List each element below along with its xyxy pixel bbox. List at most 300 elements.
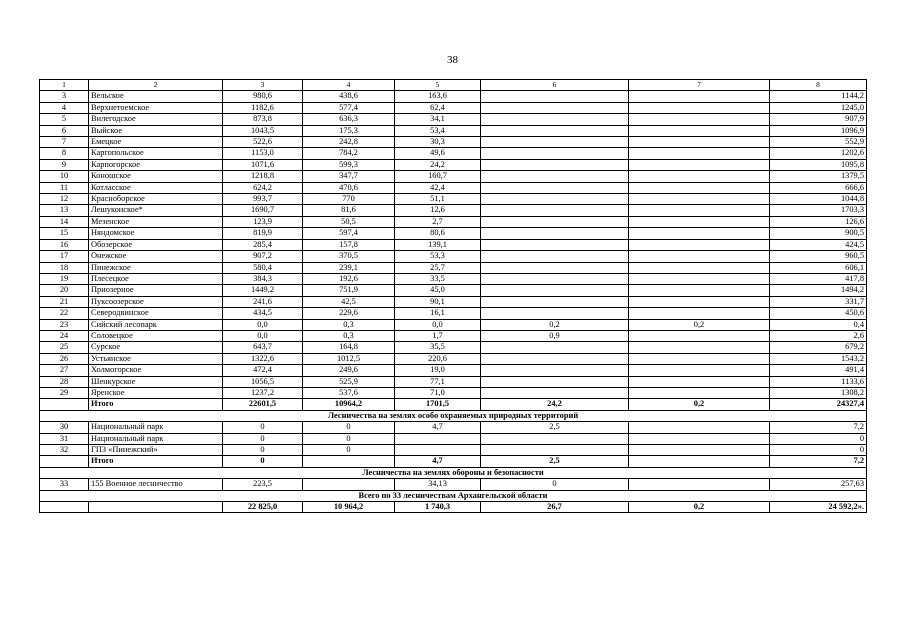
value-cell: 1322,6 [223, 353, 303, 364]
value-cell: 384,3 [223, 273, 303, 284]
value-cell [629, 262, 770, 273]
table-row [40, 159, 867, 170]
forestry-name: Национальный парк [89, 422, 223, 433]
forestry-name: Плесецкое [89, 273, 223, 284]
forestry-name: Приозерное [89, 285, 223, 296]
column-header: 3 [223, 80, 303, 91]
value-cell [481, 102, 629, 113]
row-number: 21 [40, 296, 89, 307]
value-cell [303, 479, 395, 490]
value-cell: 24,2 [395, 159, 481, 170]
value-cell: 0,4 [770, 319, 867, 330]
row-number: 6 [40, 125, 89, 136]
row-number: 12 [40, 194, 89, 205]
value-cell: 993,7 [223, 194, 303, 205]
table-row [40, 387, 867, 398]
row-number: 20 [40, 285, 89, 296]
value-cell: 25,7 [395, 262, 481, 273]
forestry-name: Пинежское [89, 262, 223, 273]
value-cell [395, 433, 481, 444]
value-cell [481, 171, 629, 182]
value-cell: 80,6 [395, 228, 481, 239]
value-cell: 160,7 [395, 171, 481, 182]
value-cell: 537,6 [303, 387, 395, 398]
value-cell [481, 262, 629, 273]
total-value: 24,2 [481, 399, 629, 410]
value-cell: 42,4 [395, 182, 481, 193]
row-number: 8 [40, 148, 89, 159]
value-cell: 239,1 [303, 262, 395, 273]
value-cell: 1182,6 [223, 102, 303, 113]
value-cell: 12,6 [395, 205, 481, 216]
table-row [40, 251, 867, 262]
header-row [40, 80, 867, 91]
value-cell: 1703,3 [770, 205, 867, 216]
total-value: 10964,2 [303, 399, 395, 410]
value-cell: 0 [770, 445, 867, 456]
row-number: 17 [40, 251, 89, 262]
value-cell: 81,6 [303, 205, 395, 216]
value-cell [629, 251, 770, 262]
forestry-name: Красноборское [89, 194, 223, 205]
forestry-name: ГПЗ «Пинежский» [89, 445, 223, 456]
value-cell [481, 228, 629, 239]
value-cell: 1012,5 [303, 353, 395, 364]
value-cell: 0 [303, 433, 395, 444]
value-cell [481, 296, 629, 307]
table-row [40, 91, 867, 102]
forestry-name: Шенкурское [89, 376, 223, 387]
forestry-name: Мезенское [89, 216, 223, 227]
table-row [40, 376, 867, 387]
value-cell: 163,6 [395, 91, 481, 102]
total-value: 4,7 [395, 456, 481, 467]
row-number: 30 [40, 422, 89, 433]
value-cell [481, 159, 629, 170]
total-value: 22601,5 [223, 399, 303, 410]
value-cell: 51,1 [395, 194, 481, 205]
value-cell: 636,3 [303, 114, 395, 125]
value-cell: 192,6 [303, 273, 395, 284]
forestry-name: 155 Военное лесничество [89, 479, 223, 490]
value-cell [629, 296, 770, 307]
table-row [40, 445, 867, 456]
column-header: 6 [481, 80, 629, 91]
forestry-name: Сурское [89, 342, 223, 353]
total-value: 1 740,3 [395, 502, 481, 513]
column-header: 5 [395, 80, 481, 91]
value-cell: 960,5 [770, 251, 867, 262]
total-label: Итого [89, 456, 223, 467]
value-cell: 980,6 [223, 91, 303, 102]
value-cell [629, 479, 770, 490]
value-cell [629, 422, 770, 433]
value-cell [629, 102, 770, 113]
section-grand-total [40, 490, 867, 501]
total-value: 7,2 [770, 456, 867, 467]
table-row [40, 433, 867, 444]
value-cell: 0,3 [303, 330, 395, 341]
value-cell [481, 387, 629, 398]
row-number: 10 [40, 171, 89, 182]
row-number: 23 [40, 319, 89, 330]
forestry-name: Вилегодское [89, 114, 223, 125]
total-label [89, 502, 223, 513]
value-cell [629, 273, 770, 284]
section-defense [40, 467, 867, 478]
value-cell [481, 125, 629, 136]
value-cell: 241,6 [223, 296, 303, 307]
total-value [303, 456, 395, 467]
total-value: 10 964,2 [303, 502, 395, 513]
value-cell [481, 376, 629, 387]
value-cell [629, 342, 770, 353]
value-cell: 624,2 [223, 182, 303, 193]
table-row [40, 194, 867, 205]
row-number: 11 [40, 182, 89, 193]
forestry-name: Устьянское [89, 353, 223, 364]
table-row [40, 148, 867, 159]
value-cell [481, 445, 629, 456]
value-cell: 331,7 [770, 296, 867, 307]
value-cell: 597,4 [303, 228, 395, 239]
value-cell [481, 251, 629, 262]
value-cell [481, 137, 629, 148]
value-cell: 139,1 [395, 239, 481, 250]
value-cell: 1245,0 [770, 102, 867, 113]
forestry-name: Верхнетоемское [89, 102, 223, 113]
value-cell: 370,5 [303, 251, 395, 262]
forestry-name: Обозерское [89, 239, 223, 250]
value-cell [629, 433, 770, 444]
value-cell: 525,9 [303, 376, 395, 387]
value-cell [629, 387, 770, 398]
value-cell [481, 239, 629, 250]
row-number: 16 [40, 239, 89, 250]
value-cell: 164,8 [303, 342, 395, 353]
value-cell: 552,9 [770, 137, 867, 148]
value-cell [629, 445, 770, 456]
value-cell: 0,0 [395, 319, 481, 330]
row-number: 7 [40, 137, 89, 148]
table-row [40, 285, 867, 296]
column-header: 4 [303, 80, 395, 91]
row-number: 28 [40, 376, 89, 387]
table-row [40, 308, 867, 319]
row-number: 31 [40, 433, 89, 444]
value-cell: 71,0 [395, 387, 481, 398]
total-value: 24327,4 [770, 399, 867, 410]
value-cell [629, 330, 770, 341]
value-cell: 157,8 [303, 239, 395, 250]
table-row [40, 273, 867, 284]
forestry-name: Выйское [89, 125, 223, 136]
table-row [40, 365, 867, 376]
value-cell [629, 91, 770, 102]
table-row [40, 102, 867, 113]
value-cell: 1056,5 [223, 376, 303, 387]
forestry-name: Вельское [89, 91, 223, 102]
total-label: Итого [89, 399, 223, 410]
value-cell: 30,3 [395, 137, 481, 148]
value-cell: 1153,0 [223, 148, 303, 159]
table-row [40, 319, 867, 330]
value-cell: 0,0 [223, 319, 303, 330]
value-cell: 907,2 [223, 251, 303, 262]
value-cell [481, 342, 629, 353]
value-cell: 580,4 [223, 262, 303, 273]
value-cell [629, 353, 770, 364]
value-cell [629, 285, 770, 296]
value-cell: 0,2 [629, 319, 770, 330]
value-cell: 606,1 [770, 262, 867, 273]
value-cell: 0 [223, 433, 303, 444]
row-number: 32 [40, 445, 89, 456]
table-row [40, 479, 867, 490]
table-row [40, 205, 867, 216]
value-cell: 1144,2 [770, 91, 867, 102]
section-protected [40, 410, 867, 421]
table-row [40, 330, 867, 341]
empty-cell [40, 502, 89, 513]
value-cell: 1071,6 [223, 159, 303, 170]
value-cell: 223,5 [223, 479, 303, 490]
value-cell [481, 194, 629, 205]
page-number: 38 [447, 54, 458, 66]
value-cell [481, 182, 629, 193]
value-cell: 62,4 [395, 102, 481, 113]
value-cell: 34,13 [395, 479, 481, 490]
forestry-name: Онежское [89, 251, 223, 262]
value-cell: 470,6 [303, 182, 395, 193]
row-number: 19 [40, 273, 89, 284]
value-cell: 77,1 [395, 376, 481, 387]
value-cell: 1218,8 [223, 171, 303, 182]
table-body [40, 80, 867, 513]
total-value: 22 825,0 [223, 502, 303, 513]
value-cell: 751,9 [303, 285, 395, 296]
table-row [40, 228, 867, 239]
value-cell: 0 [303, 422, 395, 433]
column-header: 1 [40, 80, 89, 91]
value-cell: 0,0 [223, 330, 303, 341]
row-number: 15 [40, 228, 89, 239]
empty-cell [40, 456, 89, 467]
value-cell: 819,9 [223, 228, 303, 239]
value-cell: 4,7 [395, 422, 481, 433]
forestry-name: Лешуконское* [89, 205, 223, 216]
value-cell: 123,9 [223, 216, 303, 227]
value-cell: 0,2 [481, 319, 629, 330]
value-cell: 45,0 [395, 285, 481, 296]
value-cell [629, 182, 770, 193]
value-cell [629, 239, 770, 250]
column-header: 7 [629, 80, 770, 91]
value-cell [629, 365, 770, 376]
value-cell: 175,3 [303, 125, 395, 136]
value-cell: 679,2 [770, 342, 867, 353]
value-cell [481, 148, 629, 159]
value-cell: 522,6 [223, 137, 303, 148]
row-number: 26 [40, 353, 89, 364]
section-title: Лесничества на землях особо охраняемых природных территорий [40, 410, 867, 421]
row-number: 9 [40, 159, 89, 170]
value-cell: 53,4 [395, 125, 481, 136]
total-value: 0,2 [629, 399, 770, 410]
value-cell [395, 445, 481, 456]
value-cell: 2,5 [481, 422, 629, 433]
value-cell: 53,3 [395, 251, 481, 262]
column-header: 8 [770, 80, 867, 91]
value-cell: 16,1 [395, 308, 481, 319]
total-value: 1701,5 [395, 399, 481, 410]
value-cell [481, 285, 629, 296]
value-cell: 900,5 [770, 228, 867, 239]
row-number: 3 [40, 91, 89, 102]
section-title: Лесничества на землях обороны и безопасности [40, 467, 867, 478]
value-cell: 1096,9 [770, 125, 867, 136]
forestry-name: Емецкое [89, 137, 223, 148]
value-cell: 666,6 [770, 182, 867, 193]
value-cell: 347,7 [303, 171, 395, 182]
grand-total-row [40, 502, 867, 513]
forestry-name: Коношское [89, 171, 223, 182]
value-cell: 424,5 [770, 239, 867, 250]
value-cell [629, 159, 770, 170]
total-row-main [40, 399, 867, 410]
value-cell: 784,2 [303, 148, 395, 159]
forestry-name: Соловецкое [89, 330, 223, 341]
value-cell [629, 148, 770, 159]
value-cell: 1095,8 [770, 159, 867, 170]
value-cell: 220,6 [395, 353, 481, 364]
table-row [40, 114, 867, 125]
row-number: 13 [40, 205, 89, 216]
value-cell: 577,4 [303, 102, 395, 113]
forestry-name: Няндомское [89, 228, 223, 239]
value-cell: 257,63 [770, 479, 867, 490]
value-cell: 1,7 [395, 330, 481, 341]
table-row [40, 216, 867, 227]
value-cell: 42,5 [303, 296, 395, 307]
table-row [40, 125, 867, 136]
forestry-name: Котласское [89, 182, 223, 193]
value-cell [629, 376, 770, 387]
total-value: 24 592,2». [770, 502, 867, 513]
value-cell [481, 308, 629, 319]
value-cell [629, 308, 770, 319]
table-row [40, 262, 867, 273]
table-row [40, 342, 867, 353]
value-cell: 770 [303, 194, 395, 205]
value-cell: 7,2 [770, 422, 867, 433]
value-cell: 873,8 [223, 114, 303, 125]
total-value: 26,7 [481, 502, 629, 513]
row-number: 22 [40, 308, 89, 319]
value-cell: 1202,6 [770, 148, 867, 159]
value-cell: 0,3 [303, 319, 395, 330]
total-value: 2,5 [481, 456, 629, 467]
value-cell: 472,4 [223, 365, 303, 376]
forestry-name: Яренское [89, 387, 223, 398]
row-number: 14 [40, 216, 89, 227]
forestry-name: Каргопольское [89, 148, 223, 159]
value-cell [481, 353, 629, 364]
forestry-table [39, 79, 867, 513]
value-cell: 126,6 [770, 216, 867, 227]
value-cell: 285,4 [223, 239, 303, 250]
row-number: 4 [40, 102, 89, 113]
value-cell: 0 [303, 445, 395, 456]
value-cell: 35,5 [395, 342, 481, 353]
row-number: 27 [40, 365, 89, 376]
value-cell: 1044,8 [770, 194, 867, 205]
value-cell: 242,8 [303, 137, 395, 148]
value-cell: 1043,5 [223, 125, 303, 136]
table-row [40, 171, 867, 182]
value-cell [481, 114, 629, 125]
empty-cell [40, 399, 89, 410]
column-header: 2 [89, 80, 223, 91]
section-title: Всего по 33 лесничествам Архангельской области [40, 490, 867, 501]
forestry-name: Национальный парк [89, 433, 223, 444]
value-cell: 1379,5 [770, 171, 867, 182]
value-cell [629, 228, 770, 239]
value-cell: 1308,2 [770, 387, 867, 398]
value-cell [481, 205, 629, 216]
value-cell: 0 [481, 479, 629, 490]
value-cell: 34,1 [395, 114, 481, 125]
value-cell: 0 [223, 422, 303, 433]
value-cell [629, 216, 770, 227]
table-row [40, 296, 867, 307]
value-cell: 19,0 [395, 365, 481, 376]
forestry-name: Северодвинское [89, 308, 223, 319]
value-cell: 49,6 [395, 148, 481, 159]
value-cell: 450,6 [770, 308, 867, 319]
table-row [40, 422, 867, 433]
total-value: 0 [223, 456, 303, 467]
value-cell [481, 365, 629, 376]
value-cell: 90,1 [395, 296, 481, 307]
row-number: 24 [40, 330, 89, 341]
total-value: 0,2 [629, 502, 770, 513]
value-cell: 1543,2 [770, 353, 867, 364]
row-number: 29 [40, 387, 89, 398]
value-cell: 1494,2 [770, 285, 867, 296]
value-cell: 1133,6 [770, 376, 867, 387]
value-cell [629, 194, 770, 205]
forestry-name: Пуксоозерское [89, 296, 223, 307]
forestry-name: Сийский лесопарк [89, 319, 223, 330]
value-cell [629, 114, 770, 125]
total-value [629, 456, 770, 467]
table-row [40, 182, 867, 193]
value-cell: 0 [223, 445, 303, 456]
forestry-name: Холмогорское [89, 365, 223, 376]
table-row [40, 353, 867, 364]
value-cell: 249,6 [303, 365, 395, 376]
value-cell [629, 125, 770, 136]
value-cell: 50,5 [303, 216, 395, 227]
value-cell: 33,5 [395, 273, 481, 284]
total-row-protected [40, 456, 867, 467]
value-cell [629, 137, 770, 148]
row-number: 5 [40, 114, 89, 125]
value-cell: 229,6 [303, 308, 395, 319]
value-cell [481, 273, 629, 284]
value-cell: 438,6 [303, 91, 395, 102]
